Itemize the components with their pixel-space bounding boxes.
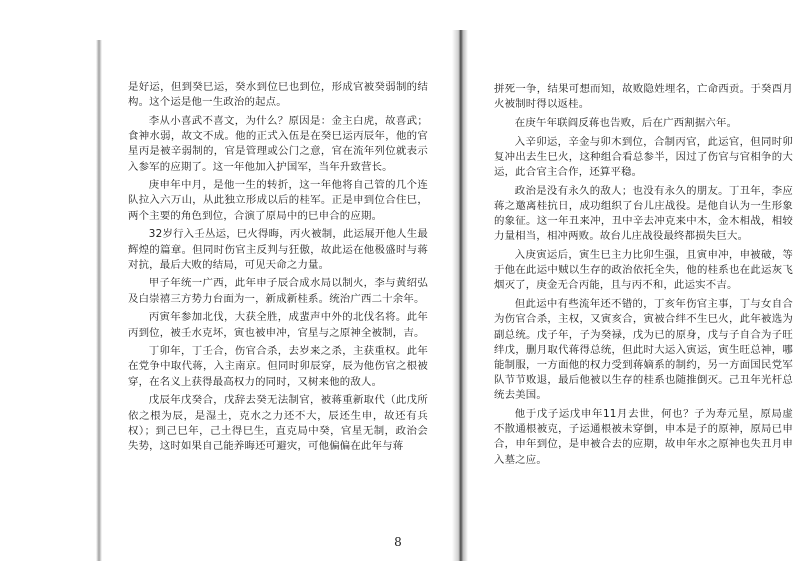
paragraph: 入庚寅运后，寅生巳主力比卯生强，且寅申冲，申被破，等于他在此运中贼以生存的政治依托全失，他的桂系也在此运灰飞烟灭了，庚金无合丙能，且与丙不和，此运实不吉。 [494, 249, 793, 292]
paragraph: 拼死一争，结果可想而知，故败隐姓埋名，亡命西贡。于癸酉月火被制时得以返桂。 [494, 83, 793, 111]
paragraph: 他于戊子运戊申年11月去世，何也？子为寿元星，原局虚不散通根被克，子运通根被未穿倒，申本是子的原神，原局已申合，申年到位，是申被合去的应期，故申年水之原神也失丑月申入墓之应。 [494, 408, 793, 466]
paragraph: 32岁行入壬丛运，巳火得晦，丙火被制，此运展开他人生最辉煌的篇章。但同时伤官主反判与狂傲，故此运在他极盛时与蒋对抗，最后大败的结局，可见天命之力量。 [128, 228, 428, 271]
paragraph: 丁卯年，丁壬合，伤官合杀，去岁来之杀，主获重权。此年在党争中取代蒋，入主南京。但同时卯辰穿，辰为他伤官之根被穿，在名义上获得最高权力的同时，又树来他的敌人。 [128, 345, 428, 388]
left-page-edge [96, 40, 102, 561]
paragraph: 庚申年中月，是他一生的转折，这一年他将自己管的几个连队拉入六万山，从此独立形成以后的桂军。正是申到位合住巳，两个主要的角色到位，合演了原局中的巳申合的应期。 [128, 179, 428, 222]
paragraph: 甲子年统一广西，此年申子辰合成水局以制火，李与黄绍弘及白崇禧三方势力台面为一，新成新桂系。统治广西二十余年。 [128, 277, 428, 305]
book-binding [452, 30, 468, 561]
paragraph: 戊辰年戊癸合，戊辞去癸无法制官，被蒋重新取代（此戊所依之根为辰，是湿土，克水之力还不大，辰还生申，故还有兵权）；到己巳年，己土得巳生，直克局中癸，官星无制，政治会失势，这时如果自己能养晦还可避灾，可他偏偏在此年与蒋 [128, 394, 428, 452]
paragraph: 入辛卯运，辛金与卯木到位，合制丙官，此运官，但同时卯复冲出去生巳火，这种组合看总参半，因过了伤官与官相争的大运，此合官主合作，还算平稳。 [494, 135, 793, 179]
right-page [494, 82, 793, 471]
paragraph: 但此运中有些流年还不错的，丁亥年伤官主事，丁与女自合为伤官合杀，主权，又寅亥合，寅被合绊不生巳火，此年被选为副总统。戊子年，子为癸禄，戊为已的原身，戊与子自合为子旺绊戊，删月取代蒋得总统，但此时大运入寅运，寅生旺总神，哪能制服，一方面他的权力受到蒋嫡系的制约，另一方面国民党军队节节败退，最后他被以生存的桂系也随推倒灭。己丑年光杆总统去美国。 [494, 298, 793, 402]
page-number: 8 [394, 535, 402, 549]
paragraph: 丙寅年参加北伐，大获全胜，成蜚声中外的北伐名将。此年丙到位，被壬水克坏，寅也被申冲，官星与之原神全被制，吉。 [128, 311, 428, 339]
paragraph: 在庚午年联阎反蒋也告败，后在广西割据六年。 [514, 116, 738, 129]
paragraph: 李从小喜武不喜文，为什么？原因是：金主白虎，故喜武；食神水弱，故文不成。他的正式入伍是在癸巳运丙辰年，他的官星丙是被辛弱制的，官是管理或公门之意，官在流年列位就表示入参军的应期了。这一年他加入护国军，当年升致营长。 [128, 114, 428, 173]
paragraph: 是好运，但到癸巳运，癸水到位巳也到位，形成官被癸弱制的结构。这个运是他一生政治的起点。 [128, 81, 428, 109]
paragraph: 政治是没有永久的敌人；也没有永久的朋友。丁丑年，李应蒋之邀离桂抗日，成功组织了台儿庄战役。是他自认为一生形象的象征。这一年丑来冲，丑中辛去冲克来中木，金木相战，相较力量相当，相冲两败。故台儿庄战役最终都损失巨大。 [494, 184, 793, 243]
left-page [128, 80, 428, 458]
